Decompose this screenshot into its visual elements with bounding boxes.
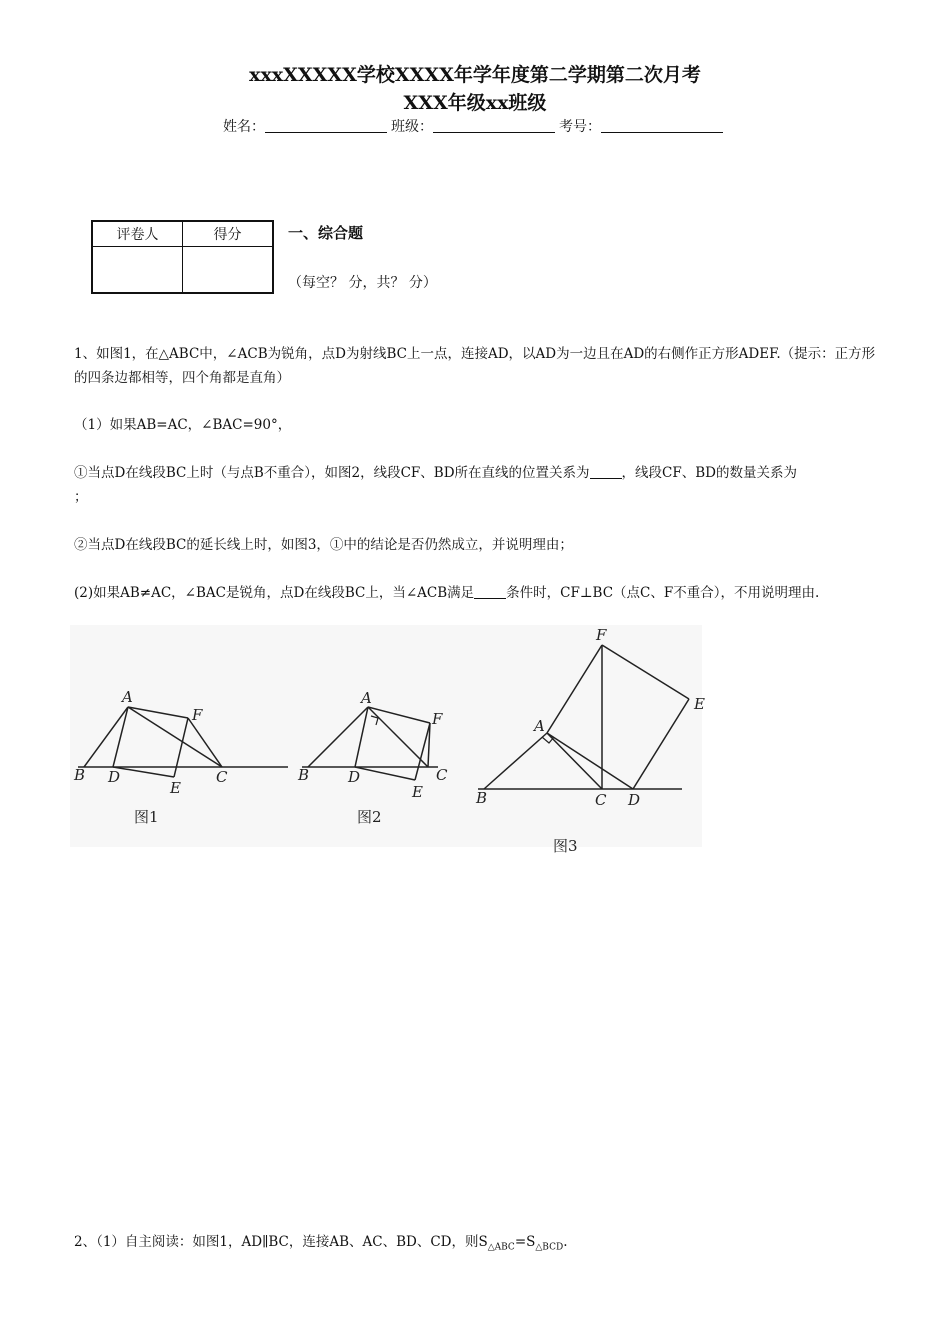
fig3-label-e: E bbox=[694, 695, 705, 713]
fig2-label-b: B bbox=[298, 766, 310, 784]
fig1-label-e: E bbox=[170, 779, 181, 797]
fig1-caption: 图1 bbox=[134, 808, 159, 826]
figure-background bbox=[70, 625, 702, 847]
id-label: 考号： bbox=[559, 119, 601, 135]
class-label: 班级： bbox=[391, 119, 433, 135]
q1-part1a bbox=[74, 461, 880, 509]
grader-cell[interactable] bbox=[92, 247, 183, 294]
q1-part2 bbox=[74, 581, 880, 605]
fig3-label-a: A bbox=[534, 717, 545, 735]
fig3-label-b: B bbox=[476, 789, 488, 807]
q1-part1a-end: ； bbox=[74, 489, 88, 505]
exam-subtitle: XXX年级xx班级 bbox=[403, 92, 547, 114]
fig2-label-c: C bbox=[436, 766, 448, 784]
q1-part1a-text: ①当点D在线段BC上时（与点B不重合），如图2，线段CF、BD所在直线的位置关系为 bbox=[74, 465, 590, 481]
fig3-label-d: D bbox=[628, 791, 641, 809]
q1-part1a-text2: ，线段CF、BD的数量关系为 bbox=[621, 465, 797, 481]
score-cell[interactable] bbox=[183, 247, 274, 294]
fig3-label-f: F bbox=[596, 626, 607, 644]
geometry-figures bbox=[70, 625, 710, 860]
name-label: 姓名： bbox=[223, 119, 265, 135]
fig1-label-d: D bbox=[108, 768, 121, 786]
fig2-label-e: E bbox=[412, 783, 423, 801]
fig2-label-d: D bbox=[348, 768, 361, 786]
section-heading: 一、综合题 bbox=[288, 224, 364, 242]
score-header: 得分 bbox=[183, 221, 274, 247]
q1-part2-text2: 条件时，CF⊥BC（点C、F不重合），不用说明理由. bbox=[506, 585, 820, 601]
grader-table bbox=[91, 220, 274, 294]
fig2-label-a: A bbox=[361, 689, 372, 707]
fig2-label-f: F bbox=[432, 710, 443, 728]
q1-part1: （1）如果AB=AC，∠BAC=90°， bbox=[74, 417, 292, 433]
fig1-label-b: B bbox=[74, 766, 86, 784]
q2-subscript-abc: △ABC bbox=[487, 1242, 515, 1253]
q2-text bbox=[74, 1230, 880, 1260]
id-blank[interactable] bbox=[601, 118, 723, 133]
class-blank[interactable] bbox=[433, 118, 555, 133]
q1-intro: 1、如图1，在△ABC中，∠ACB为锐角，点D为射线BC上一点，连接AD，以AD为一边且在AD的右侧作正方形ADEF.（提示：正方形的四条边都相等，四个角都是直角） bbox=[74, 346, 876, 386]
fig1-label-a: A bbox=[122, 688, 133, 706]
q2-text-before: 2、（1）自主阅读：如图1，AD∥BC，连接AB、AC、BD、CD，则S bbox=[74, 1234, 488, 1250]
name-blank[interactable] bbox=[265, 118, 387, 133]
section-note: （每空？ 分，共？ 分） bbox=[288, 275, 437, 291]
q2-end: . bbox=[563, 1234, 568, 1250]
fig3-label-c: C bbox=[595, 791, 607, 809]
fig2-caption: 图2 bbox=[357, 808, 382, 826]
answer-blank[interactable] bbox=[590, 464, 622, 479]
answer-blank[interactable] bbox=[474, 584, 506, 599]
fig3-caption: 图3 bbox=[553, 837, 578, 855]
student-info-line bbox=[0, 116, 950, 136]
exam-title: xxxXXXXX学校XXXX年学年度第二学期第二次月考 bbox=[249, 64, 701, 86]
fig1-label-c: C bbox=[216, 768, 228, 786]
q1-part2-text: (2)如果AB≠AC，∠BAC是锐角，点D在线段BC上，当∠ACB满足 bbox=[74, 585, 475, 601]
q2-subscript-bcd: △BCD bbox=[535, 1242, 564, 1253]
grader-header: 评卷人 bbox=[92, 221, 183, 247]
fig1-label-f: F bbox=[192, 706, 203, 724]
q2-equals: =S bbox=[514, 1234, 536, 1250]
q1-part1b: ②当点D在线段BC的延长线上时，如图3，①中的结论是否仍然成立，并说明理由； bbox=[74, 537, 573, 553]
